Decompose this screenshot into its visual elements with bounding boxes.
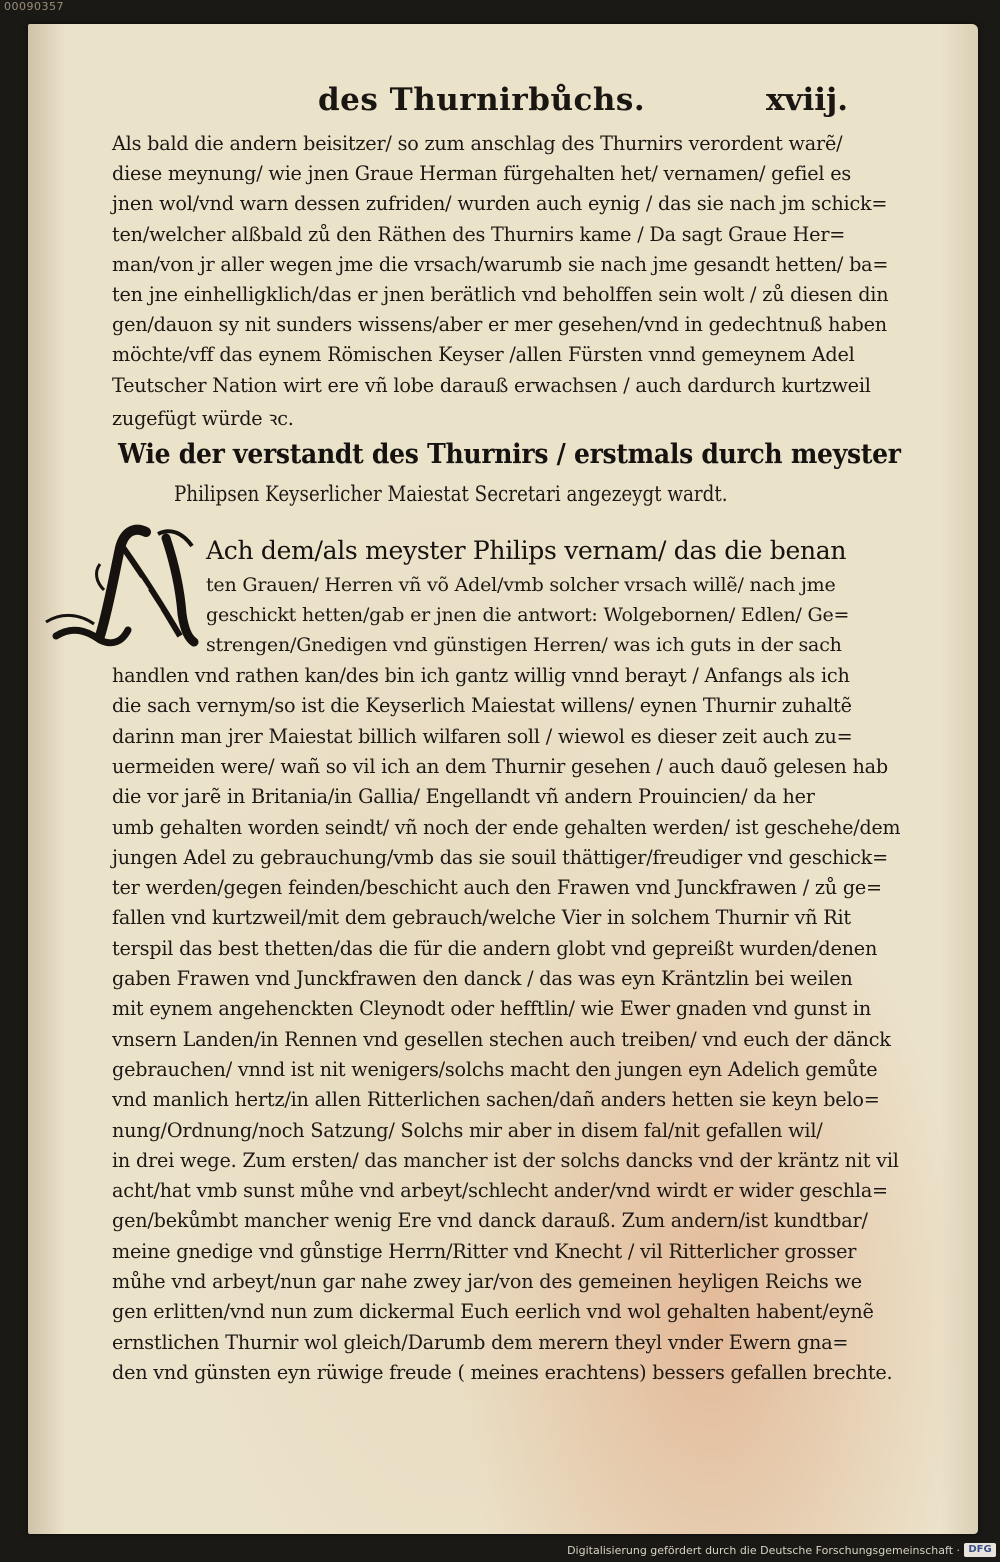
text-line: gaben Frawen vnd Junckfrawen den danck / das was eyn Kräntzlin bei weilen (112, 967, 853, 990)
book-page (28, 24, 978, 1534)
text-line: uermeiden were/ wañ so vil ich an dem Thurnir gesehen / auch dauõ gelesen hab (112, 754, 888, 778)
text-line: nung/Ordnung/noch Satzung/ Solchs mir aber in disem fal/nit gefallen wil/ (112, 1118, 823, 1142)
text-line: zugefügt würde ꝛc. (112, 406, 294, 430)
text-line: handlen vnd rathen kan/des bin ich gantz willig vnnd berayt / Anfangs als ich (112, 664, 850, 687)
text-line: Teutscher Nation wirt ere vñ lobe darauß erwachsen / auch dardurch kurtzweil (112, 373, 871, 397)
text-line: ten jne einhelligklich/das er jnen berätlich vnd beholffen sein wolt / zů diesen din (112, 283, 889, 306)
text-line: ten Grauen/ Herren vñ võ Adel/vmb solcher vrsach willẽ/ nach jme (206, 574, 836, 596)
scan-id: 00090357 (4, 0, 64, 13)
text-line: geschickt hetten/gab er jnen die antwort: Wolgebornen/ Edlen/ Ge= (206, 604, 850, 627)
paragraph-2-first-line: Ach dem/als meyster Philips vernam/ das die benan (206, 536, 847, 565)
text-line: acht/hat vmb sunst můhe vnd arbeyt/schlecht ander/vnd wirdt er wider geschla= (112, 1179, 888, 1203)
text-line: ten/welcher alßbald zů den Räthen des Thurnirs kame / Da sagt Graue Her= (112, 222, 846, 246)
text-line: diese meynung/ wie jnen Graue Herman fürgehalten het/ vernamen/ gefiel es (112, 162, 852, 186)
running-head-title: des Thurnirbůchs. (318, 82, 646, 118)
text-line: die sach vernym/so ist die Keyserlich Maiestat willens/ eynen Thurnir zuhaltẽ (112, 694, 852, 718)
text-line: darinn man jrer Maiestat billich wilfaren soll / wiewol es dieser zeit auch zu= (112, 724, 853, 748)
decorative-initial-n (42, 518, 202, 648)
text-line: terspil das best thetten/das die für die andern globt vnd gepreißt wurden/denen (112, 936, 878, 960)
text-line: můhe vnd arbeyt/nun gar nahe zwey jar/von des gemeinen heyligen Reichs we (112, 1270, 862, 1293)
text-line: fallen vnd kurtzweil/mit dem gebrauch/welche Vier in solchem Thurnir vñ Rit (112, 906, 851, 930)
footer-credit: Digitalisierung gefördert durch die Deutsche Forschungsgemeinschaft · (567, 1544, 960, 1557)
text-line: man/von jr aller wegen jme die vrsach/warumb sie nach jme gesandt hetten/ ba= (112, 252, 889, 276)
text-line: den vnd günsten eyn rüwige freude ( meines erachtens) bessers gefallen brechte. (112, 1360, 893, 1384)
section-heading: Wie der verstandt des Thurnirs / erstmals durch meyster (118, 439, 901, 470)
text-line: jungen Adel zu gebrauchung/vmb das sie souil thättiger/freudiger vnd geschick= (112, 845, 888, 869)
section-subheading: Philipsen Keyserlicher Maiestat Secretari angezeygt wardt. (174, 482, 728, 506)
text-line: die vor jarẽ in Britania/in Gallia/ Engellandt vñ andern Prouincien/ da her (112, 785, 815, 809)
text-line: jnen wol/vnd warn dessen zufriden/ wurden auch eynig / das sie nach jm schick= (112, 192, 888, 216)
text-line: meine gnedige vnd gůnstige Herrn/Ritter vnd Knecht / vil Ritterlicher grosser (112, 1239, 857, 1263)
running-head (28, 82, 978, 126)
footer-bar (0, 1540, 1000, 1562)
text-line: strengen/Gnedigen vnd günstigen Herren/ was ich guts in der sach (206, 634, 842, 657)
text-line: gebrauchen/ vnnd ist nit wenigers/solchs macht den jungen eyn Adelich gemůte (112, 1057, 878, 1081)
dfg-logo: DFG (964, 1543, 996, 1557)
text-line: in drei wege. Zum ersten/ das mancher ist der solchs dancks vnd der kräntz nit vil (112, 1148, 899, 1172)
text-line: ernstlichen Thurnir wol gleich/Darumb dem merern theyl vnder Ewern gna= (112, 1330, 849, 1354)
text-line: umb gehalten worden seindt/ vñ noch der ende gehalten werden/ ist geschehe/dem (112, 815, 901, 839)
text-line: gen/dauon sy nit sunders wissens/aber er mer gesehen/vnd in gedechtnuß haben (112, 313, 887, 337)
text-line: vnsern Landen/in Rennen vnd gesellen stechen auch treiben/ vnd euch der dänck (112, 1027, 891, 1051)
text-line: möchte/vff das eynem Römischen Keyser /allen Fürsten vnnd gemeynem Adel (112, 343, 855, 367)
text-line: gen erlitten/vnd nun zum dickermal Euch eerlich vnd wol gehalten habent/eynẽ (112, 1300, 874, 1324)
text-line: Als bald die andern beisitzer/ so zum anschlag des Thurnirs verordent warẽ/ (112, 132, 843, 155)
text-line: mit eynem angehenckten Cleynodt oder hefftlin/ wie Ewer gnaden vnd gunst in (112, 997, 872, 1021)
text-line: vnd manlich hertz/in allen Ritterlichen sachen/dañ anders hetten sie keyn belo= (112, 1088, 880, 1112)
folio-number: xviij. (766, 82, 849, 118)
text-line: ter werden/gegen feinden/beschicht auch den Frawen vnd Junckfrawen / zů ge= (112, 876, 882, 900)
text-line: gen/bekůmbt mancher wenig Ere vnd danck darauß. Zum andern/ist kundtbar/ (112, 1209, 868, 1233)
